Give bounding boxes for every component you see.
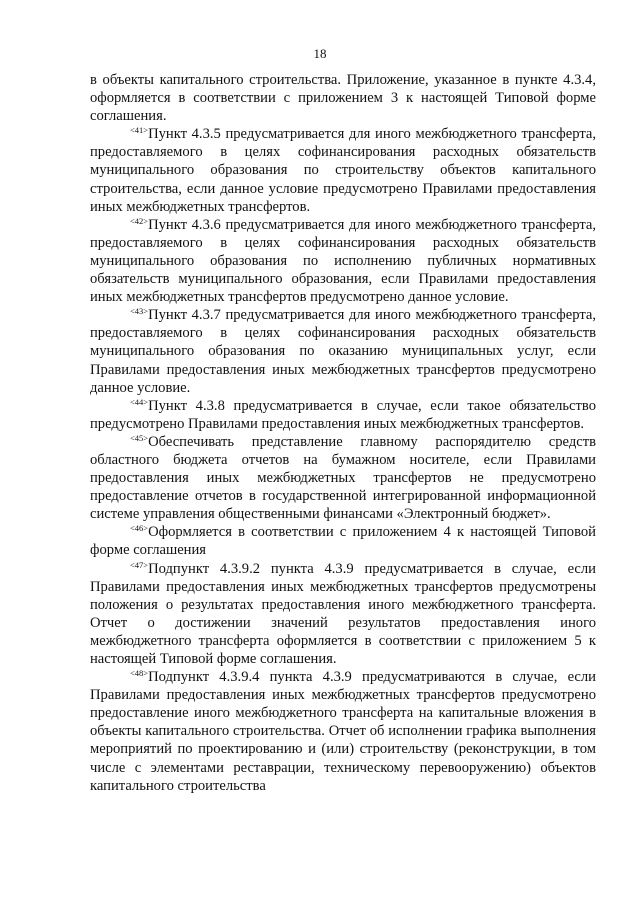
- page-number: 18: [313, 46, 327, 61]
- footnote-marker: <48>: [130, 668, 149, 679]
- footnote-text: Пункт 4.3.6 предусматривается для иного межбюджетного трансферта, предоставляемого в целях софинансирования расходных обязательств муниципального образования по исполнению публичных нормативных обязательств муниципального образования, если Правилами предоставления иных межбюджетных трансфертов предусмотрено данное условие.: [90, 216, 596, 306]
- footnote-45: [90, 433, 596, 523]
- footnote-text: Подпункт 4.3.9.4 пункта 4.3.9 предусматриваются в случае, если Правилами предоставления иных межбюджетных трансфертов предусмотрено предоставление иного межбюджетного трансферта на капитальные вложения в объекты капитального строительства. Отчет об исполнении графика выполнения мероприятий по проектированию и (или) строительству (реконструкции, в том числе с элементами реставрации, техническому перевооружению) объектов капитального строительства: [90, 669, 596, 794]
- footnote-marker: <42>: [130, 215, 149, 226]
- footnote-43: [90, 306, 596, 396]
- footnote-text: Оформляется в соответствии с приложением 4 к настоящей Типовой форме соглашения: [90, 524, 596, 559]
- footnote-41: [90, 125, 596, 215]
- paragraph-continuation: [90, 71, 596, 125]
- footnote-marker: <46>: [130, 523, 149, 534]
- footnote-marker: <41>: [130, 125, 149, 136]
- footnote-text: Пункт 4.3.7 предусматривается для иного межбюджетного трансферта, предоставляемого в целях софинансирования расходных обязательств муниципального образования по оказанию муниципальных услуг, если Правилами предоставления иных межбюджетных трансфертов предусмотрено данное условие.: [90, 307, 596, 396]
- footnote-48: [90, 668, 596, 795]
- footnote-marker: <47>: [130, 559, 149, 570]
- document-body: [90, 71, 596, 795]
- footnote-text: Пункт 4.3.5 предусматривается для иного межбюджетного трансферта, предоставляемого в целях софинансирования расходных обязательств муниципального образования по строительству объектов капитального строительства, если данное условие предусмотрено Правилами предоставления иных межбюджетных трансфертов.: [90, 126, 596, 215]
- paragraph-text: в объекты капитального строительства. Приложение, указанное в пункте 4.3.4, оформляется в соответствии с приложением 3 к настоящей Типовой форме соглашения.: [90, 72, 596, 125]
- footnote-text: Подпункт 4.3.9.2 пункта 4.3.9 предусматривается в случае, если Правилами предоставления иных межбюджетных трансфертов предусмотрены положения о результатах предоставления иного межбюджетного трансферта. Отчет о достижении значений результатов предоставления иного межбюджетного трансферта оформляется в соответствии с приложением 5 к настоящей Типовой форме соглашения.: [90, 560, 596, 667]
- footnote-text: Пункт 4.3.8 предусматривается в случае, если такое обязательство предусмотрено Правилами предоставления иных межбюджетных трансфертов.: [90, 397, 596, 432]
- footnote-44: [90, 397, 596, 433]
- footnote-46: [90, 523, 596, 559]
- footnote-47: [90, 560, 596, 669]
- footnote-marker: <44>: [130, 396, 149, 407]
- footnote-marker: <45>: [130, 432, 149, 443]
- footnote-text: Обеспечивать представление главному распорядителю средств областного бюджета отчетов на бумажном носителе, если Правилами предоставления иных межбюджетных трансфертов не предусмотрено предоставление отчетов в государственной интегрированной информационной системе управления общественными финансами «Электронный бюджет».: [90, 433, 596, 523]
- footnote-marker: <43>: [130, 306, 149, 317]
- footnote-42: [90, 216, 596, 306]
